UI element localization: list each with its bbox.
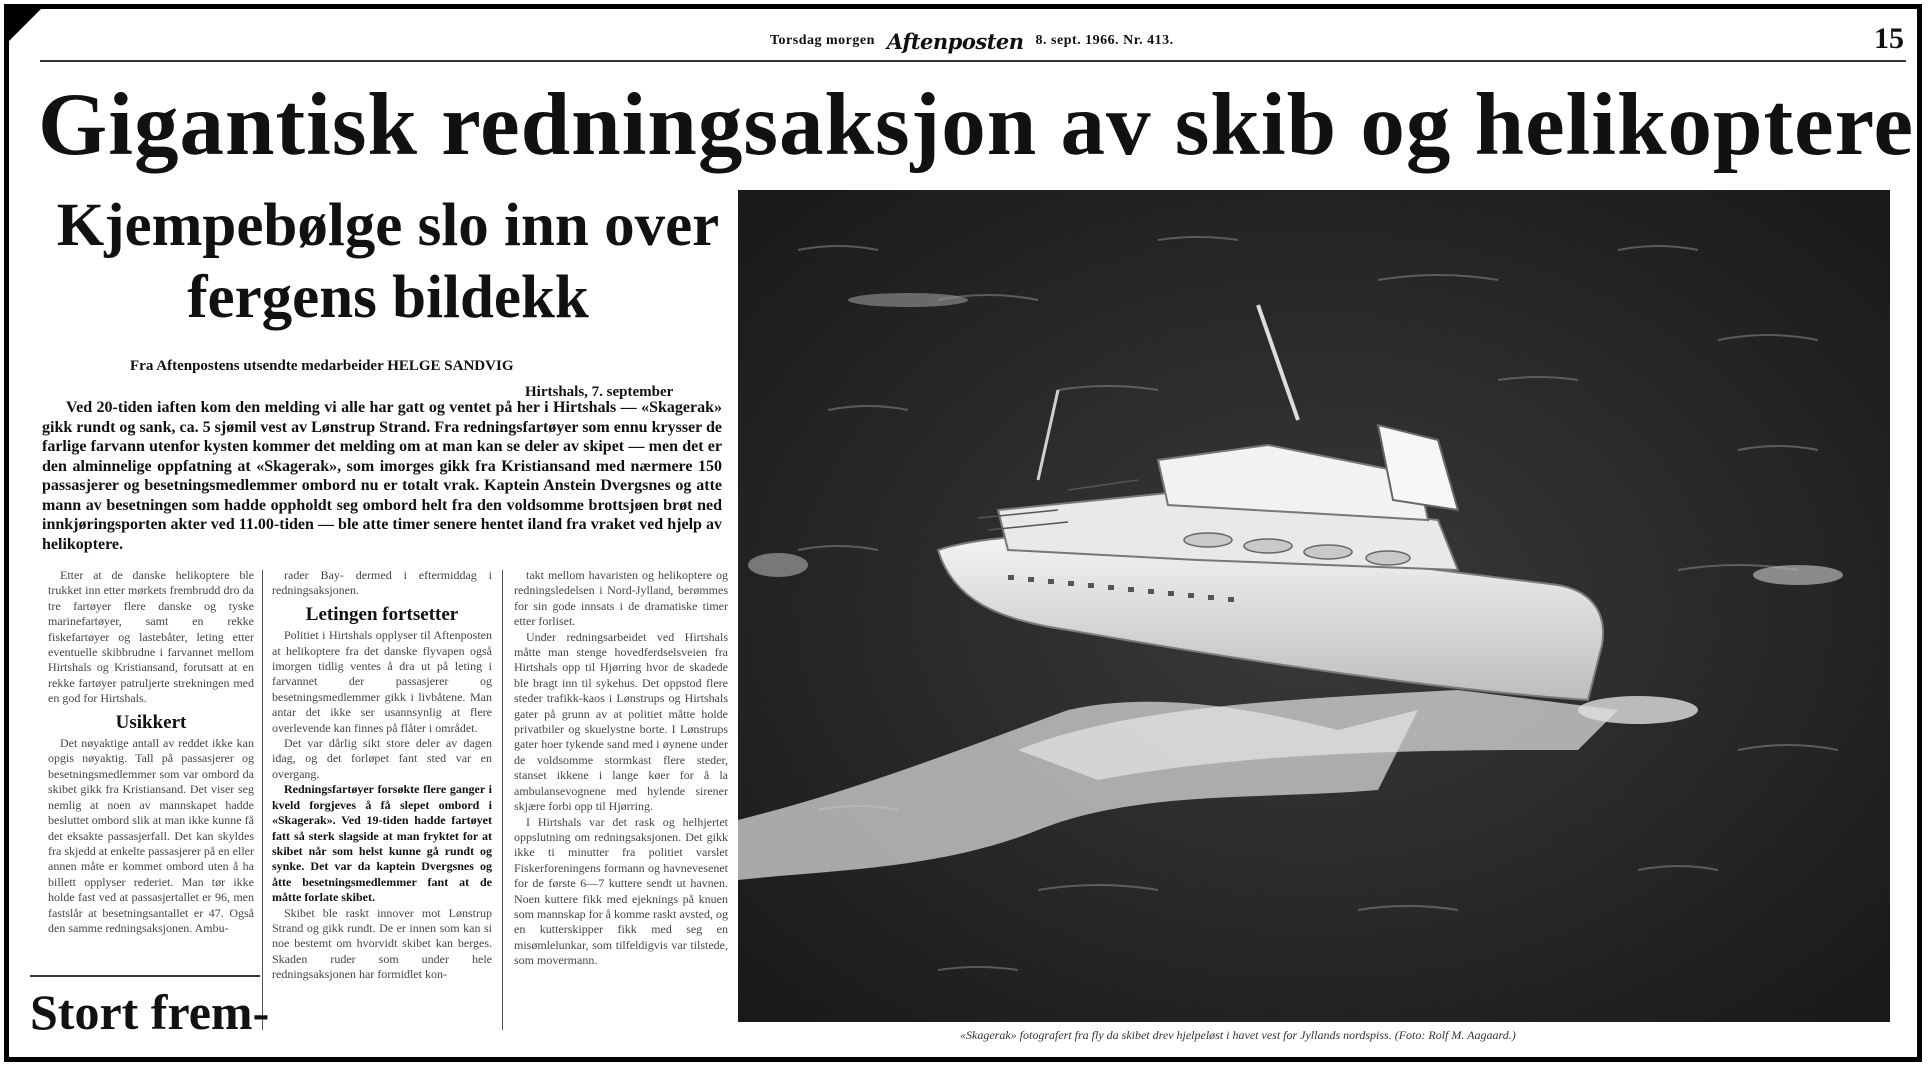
column-paragraph: Under redningsarbeidet ved Hirtshals måtte man stenge hovedferdselsveien fra Hirtshals opp til Hjørring hvor de skadede ble bragt inn til sykehus. Det oppstod flere steder trafikk-kaos i Lønstrups og Hirtshals gater på grunn av at politiet måtte holde privatbiler og skuelystne borte. I Lønstrups gater hoer tykende sand med i øynene under de voldsomme stormkast flere steder, stanset ikkene i lange køer for å la ambulansevognene med hylende sirener skjære forbi opp til Hjørring. xyxy=(514,629,728,814)
column-paragraph: I Hirtshals var det rask og helhjertet oppslutning om redningsaksjonen. Det gikk ikke ti minutter fra politiet varslet Fiskerforeningens formann og havnevesenet for de første 6—7 kuttere sendt ut havnen. Noen kuttere fikk med ejeknings på knuen som mannskap for å komme raskt avsted, og en kutterskipper fikk med seg en misømlelunkar, som tilfeldigvis var tilstede, som movermann. xyxy=(514,814,728,968)
masthead-day: Torsdag morgen xyxy=(770,33,875,48)
corner-mark xyxy=(4,4,46,46)
column-subheading: Usikkert xyxy=(115,711,187,733)
masthead-logo: Aftenposten xyxy=(886,28,1024,54)
column-paragraph: takt mellom havaristen og helikoptere og redningsledelsen i Nord-Jylland, berømmes for sin gode innsats i de dramatiske timer etter forliset. xyxy=(514,568,728,629)
continuation-headline: Stort frem- xyxy=(30,984,270,1040)
column-paragraph: Redningsfartøyer forsøkte flere ganger i kveld forgjeves å få slepet ombord i «Skagerak». Ved 19-tiden hadde fartøyet fatt så sterk slagside at man fryktet for at skibet når som helst kunne gå rundt og synke. Det var da kaptein Dvergsnes og åtte besetningsmedlemmer fant at de måtte forlate skibet. xyxy=(272,782,492,905)
byline: Fra Aftenpostens utsendte medarbeider HELGE SANDVIG xyxy=(130,358,514,374)
subheadline: Kjempebølge slo inn over fergens bildekk xyxy=(56,192,720,331)
article-column-3 xyxy=(514,568,728,1038)
column-paragraph: Det var dårlig sikt store deler av dagen idag, og det forløpet fant sted var en overgang. xyxy=(272,736,492,781)
ship-photo xyxy=(738,190,1890,1022)
ship-photo-illustration xyxy=(738,190,1890,1022)
column-subheading: Letingen fortsetter xyxy=(305,603,459,625)
dateline: Hirtshals, 7. september xyxy=(525,384,674,400)
column-divider xyxy=(262,570,263,1030)
article-column-1 xyxy=(48,568,254,1038)
column-divider xyxy=(502,570,503,1030)
top-rule xyxy=(40,60,1906,62)
main-headline: Gigantisk redningsaksjon av skib og helikoptere xyxy=(38,76,1915,174)
column-paragraph: Etter at de danske helikoptere ble trukket inn etter mørkets frembrudd dro da tre fartøyer flere danske og tyske marinefartøyer, samt en rekke fiskefartøyer og lastebåter, leting etter eventuelle skibbrudne i farvannet mellom Hirtshals og Kristiansand, forutsatt at en rekke fartøyer patruljerte strekningen med en god for Hirtshals. xyxy=(48,568,254,706)
column-paragraph: rader Bay- dermed i eftermiddag i redningsaksjonen. xyxy=(272,568,492,598)
page-number: 15 xyxy=(1874,22,1904,55)
lede-paragraph: Ved 20-tiden iaften kom den melding vi alle har gatt og ventet på her i Hirtshals — «Skagerak» gikk rundt og sank, ca. 5 sjømil vest av Lønstrup Strand. Fra redningsfartøyer som ennu krysser de farlige farvann utenfor kysten kommer det melding om at man kan se deler av skipet — men det er den alminnelige oppfatning at «Skagerak», som imorges gikk fra Kristiansand med nærmere 150 passasjerer og besetningsmedlemmer ombord nu er totalt vrak. Kaptein Anstein Dvergsnes og atte mann av besetningen som hadde oppholdt seg ombord helt fra den voldsomme brottsjøen brøt ned innkjøringsporten akter ved 11.00-tiden — ble atte timer senere hentet iland fra vraket ved hjelp av helikoptere. xyxy=(42,399,722,553)
photo-caption: «Skagerak» fotografert fra fly da skibet drev hjelpeløst i havet vest for Jyllands nordspiss. (Foto: Rolf M. Aagaard.) xyxy=(960,1028,1516,1042)
column-paragraph: Det nøyaktige antall av reddet ikke kan opgis nøyaktig. Tall på passasjerer og besetningsmedlemmer som var ombord da skibet gikk fra Kristiansand. Det viser seg nemlig at noen av mannskapet hadde besluttet ombord slik at man ikke kunne få det eksakte passasjerfall. Det kan skyldes fra skjedd at enkelte passasjerer på en eller annen måte er kommet ombord uten å ha billett opplyser rederiet. Man tør ikke holde fast ved at passasjertallet er 96, men fastslår at besetningsantallet er 47. Også den samme redningsaksjonen. Ambu- xyxy=(48,736,254,935)
column-paragraph: Skibet ble raskt innover mot Lønstrup Strand og gikk rundt. De er innen som kan si noe bestemt om hvorvidt skibet kan berges. Skaden ruder som under hele redningsaksjonen har formidlet kon- xyxy=(272,905,492,982)
article-column-2 xyxy=(272,568,492,1038)
masthead-issue: 8. sept. 1966. Nr. 413. xyxy=(1035,33,1174,48)
column-paragraph: Politiet i Hirtshals opplyser til Aftenposten at helikoptere fra det danske flyvapen også imorgen tidlig ventes å dra ut på leting i farvannet der passasjerer og besetningsmedlemmer gikk i livbåtene. Man antar det ikke ser usannsynlig at flere overlevende kan finnes på flåter i området. xyxy=(272,628,492,735)
section-rule xyxy=(30,975,260,977)
masthead xyxy=(770,30,1290,52)
